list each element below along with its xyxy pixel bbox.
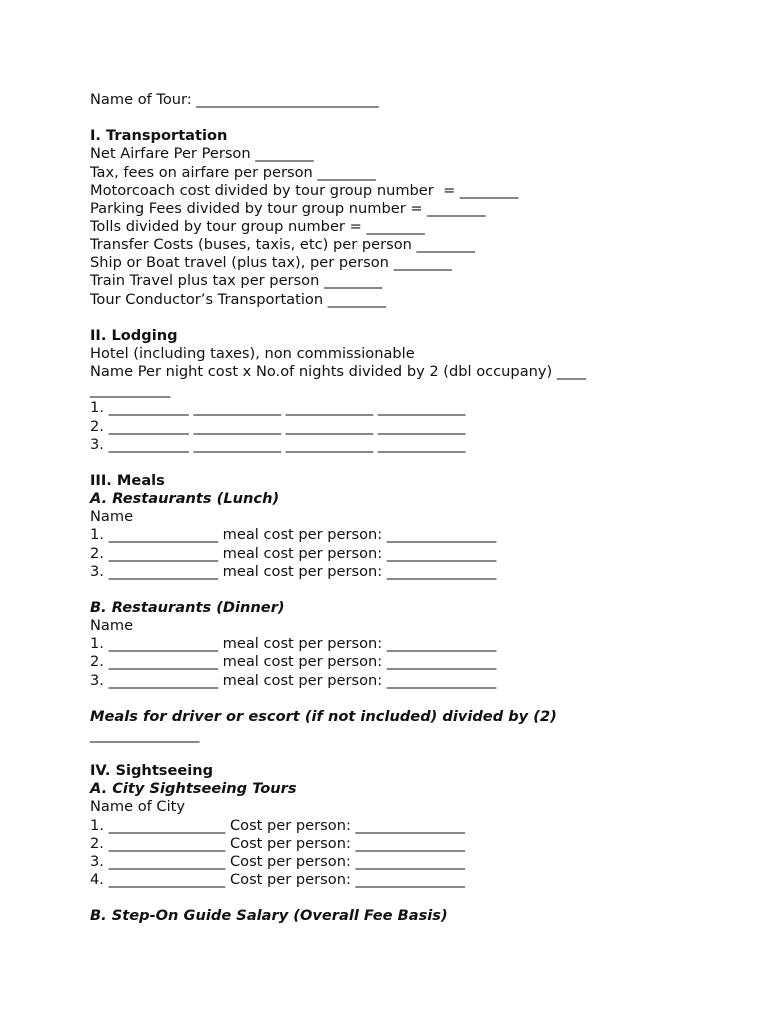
- airfare-tax-field: Tax, fees on airfare per person ________: [90, 163, 376, 181]
- parking-fees-field: Parking Fees divided by tour group number = ________: [90, 199, 486, 217]
- tour-name-field: Name of Tour: _________________________: [90, 91, 379, 108]
- ship-boat-field: Ship or Boat travel (plus tax), per person ________: [90, 254, 452, 272]
- lodging-description: Hotel (including taxes), non commissionable: [90, 344, 415, 362]
- lunch-name-label: Name: [90, 508, 134, 526]
- city-tour-row: 4. ________________ Cost per person: _______________: [90, 871, 465, 889]
- dinner-subheading: B. Restaurants (Dinner): [90, 598, 285, 616]
- lunch-row: 3. _______________ meal cost per person: _______________: [90, 562, 497, 580]
- dinner-row: 1. _______________ meal cost per person: _______________: [90, 635, 497, 653]
- city-tour-row: 3. ________________ Cost per person: _______________: [90, 852, 465, 870]
- dinner-name-label: Name: [90, 617, 134, 635]
- motorcoach-cost-field: Motorcoach cost divided by tour group number = ________: [90, 181, 519, 199]
- lodging-row: 2. ___________ ____________ ____________ ____________: [90, 417, 466, 435]
- net-airfare-field: Net Airfare Per Person ________: [90, 145, 314, 163]
- driver-meals-heading: Meals for driver or escort (if not included) divided by (2): [90, 707, 557, 725]
- lodging-row: 3. ___________ ____________ ____________ ____________: [90, 435, 466, 453]
- dinner-row: 2. _______________ meal cost per person: _______________: [90, 653, 497, 671]
- city-tour-row: 1. ________________ Cost per person: _______________: [90, 816, 465, 834]
- driver-meals-blank: _______________: [90, 725, 200, 743]
- tour-costing-form: [90, 91, 730, 925]
- lodging-column-header-blank: ___________: [90, 381, 171, 399]
- transfer-costs-field: Transfer Costs (buses, taxis, etc) per person ________: [90, 236, 475, 254]
- transportation-heading: I. Transportation: [90, 127, 228, 145]
- lodging-column-header: Name Per night cost x No.of nights divided by 2 (dbl occupany) ____: [90, 363, 587, 381]
- city-tours-subheading: A. City Sightseeing Tours: [90, 780, 297, 798]
- train-travel-field: Train Travel plus tax per person ________: [90, 272, 383, 290]
- tolls-field: Tolls divided by tour group number = ________: [90, 217, 425, 235]
- lunch-subheading: A. Restaurants (Lunch): [90, 490, 280, 508]
- lunch-row: 2. _______________ meal cost per person: _______________: [90, 544, 497, 562]
- sightseeing-heading: IV. Sightseeing: [90, 762, 214, 780]
- lodging-row: 1. ___________ ____________ ____________ ____________: [90, 399, 466, 417]
- city-tour-row: 2. ________________ Cost per person: _______________: [90, 834, 465, 852]
- dinner-row: 3. _______________ meal cost per person: _______________: [90, 671, 497, 689]
- lodging-heading: II. Lodging: [90, 326, 178, 344]
- step-on-guide-subheading: B. Step-On Guide Salary (Overall Fee Basis): [90, 907, 448, 925]
- city-name-label: Name of City: [90, 798, 186, 816]
- lunch-row: 1. _______________ meal cost per person: _______________: [90, 526, 497, 544]
- tour-conductor-transport-field: Tour Conductor’s Transportation ________: [90, 290, 387, 308]
- meals-heading: III. Meals: [90, 471, 165, 489]
